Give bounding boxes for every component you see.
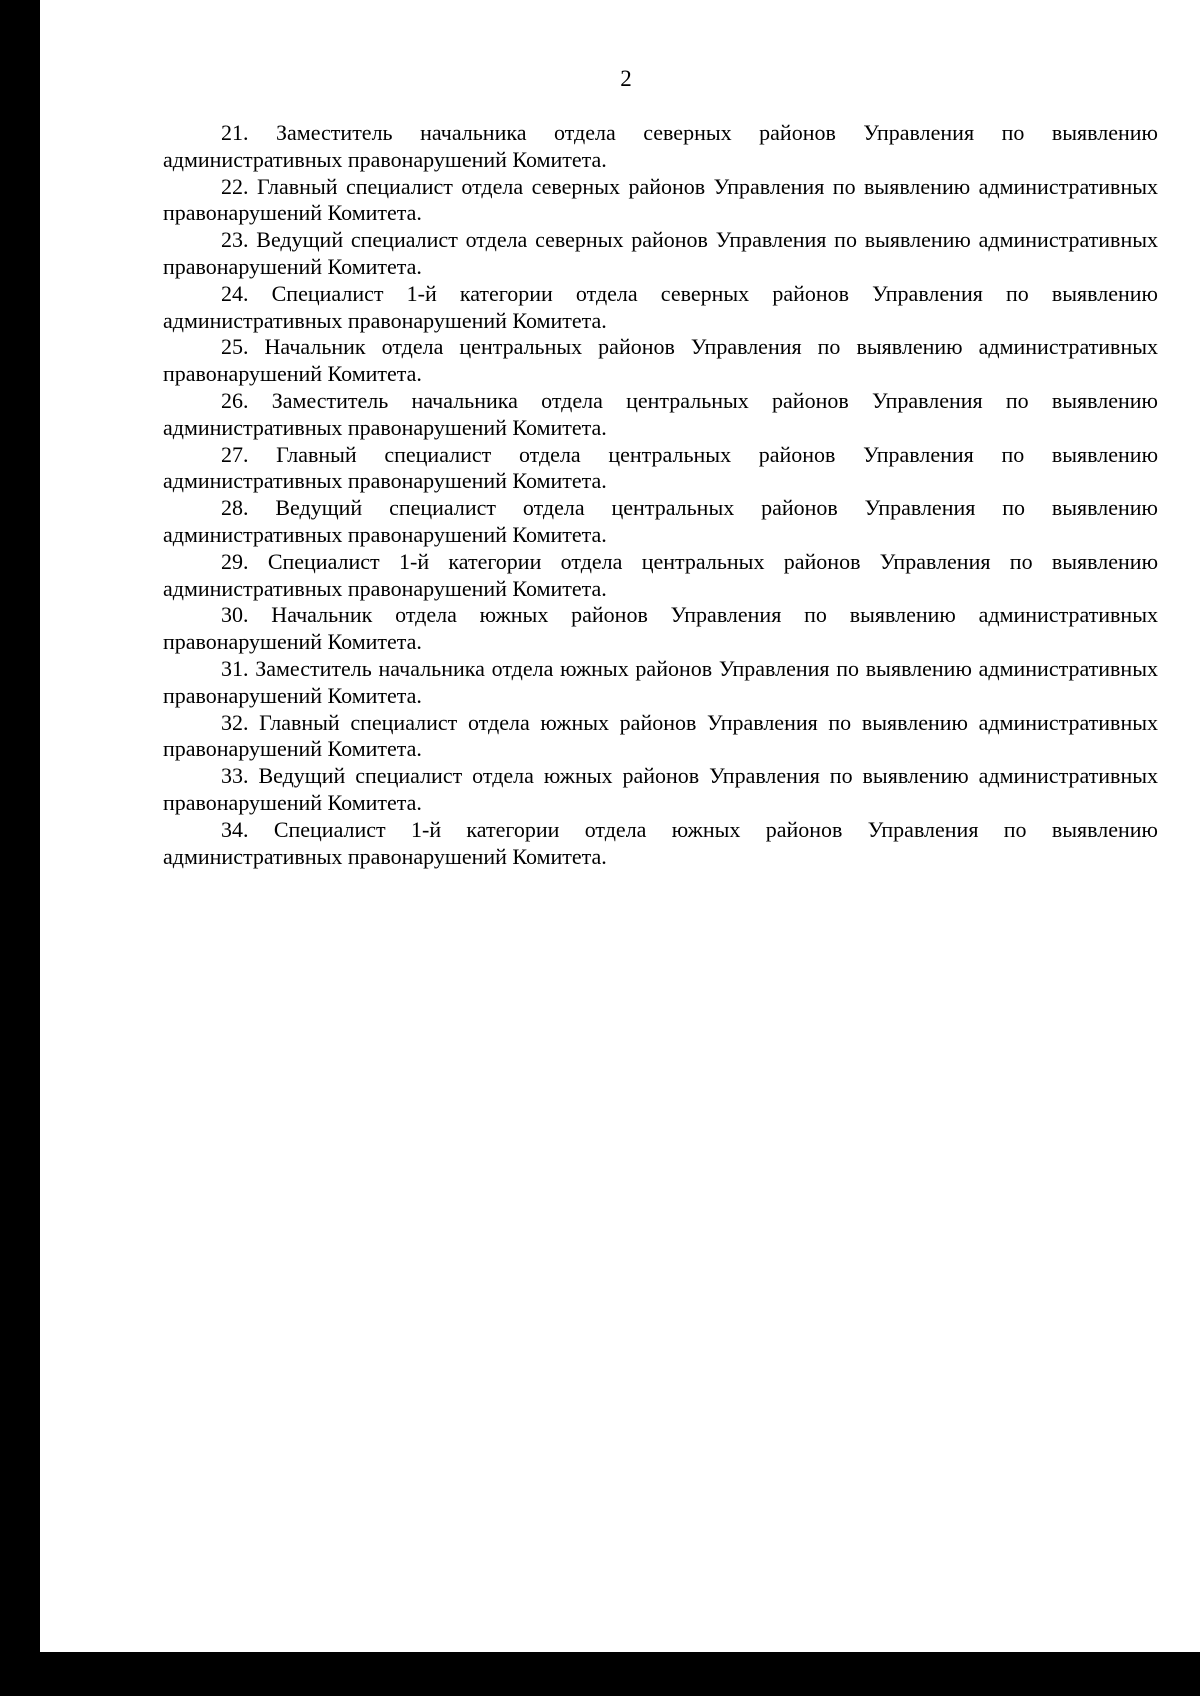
position-list <box>163 120 1158 870</box>
list-item: 30. Начальник отдела южных районов Управления по выявлению административных правонарушений Комитета. <box>163 602 1158 655</box>
list-item: 26. Заместитель начальника отдела центральных районов Управления по выявлению административных правонарушений Комитета. <box>163 387 1158 440</box>
scan-border-left <box>0 0 40 1696</box>
list-item: 29. Специалист 1-й категории отдела центральных районов Управления по выявлению административных правонарушений Комитета. <box>163 548 1158 601</box>
list-item: 21. Заместитель начальника отдела северных районов Управления по выявлению административных правонарушений Комитета. <box>163 120 1158 172</box>
document-page <box>40 0 1200 1652</box>
list-item: 24. Специалист 1-й категории отдела северных районов Управления по выявлению административных правонарушений Комитета. <box>163 280 1158 333</box>
list-item: 33. Ведущий специалист отдела южных районов Управления по выявлению административных правонарушений Комитета. <box>163 763 1158 815</box>
list-item: 34. Специалист 1-й категории отдела южных районов Управления по выявлению административных правонарушений Комитета. <box>163 816 1158 869</box>
list-item: 32. Главный специалист отдела южных районов Управления по выявлению административных правонарушений Комитета. <box>163 709 1158 762</box>
list-item: 28. Ведущий специалист отдела центральных районов Управления по выявлению административных правонарушений Комитета. <box>163 495 1158 547</box>
list-item: 31. Заместитель начальника отдела южных районов Управления по выявлению административных правонарушений Комитета. <box>163 655 1158 708</box>
page-number: 2 <box>620 66 632 91</box>
list-item: 23. Ведущий специалист отдела северных районов Управления по выявлению административных правонарушений Комитета. <box>163 227 1158 279</box>
list-item: 27. Главный специалист отдела центральных районов Управления по выявлению административных правонарушений Комитета. <box>163 441 1158 494</box>
list-item: 25. Начальник отдела центральных районов Управления по выявлению административных правонарушений Комитета. <box>163 334 1158 387</box>
list-item: 22. Главный специалист отдела северных районов Управления по выявлению административных правонарушений Комитета. <box>163 173 1158 226</box>
